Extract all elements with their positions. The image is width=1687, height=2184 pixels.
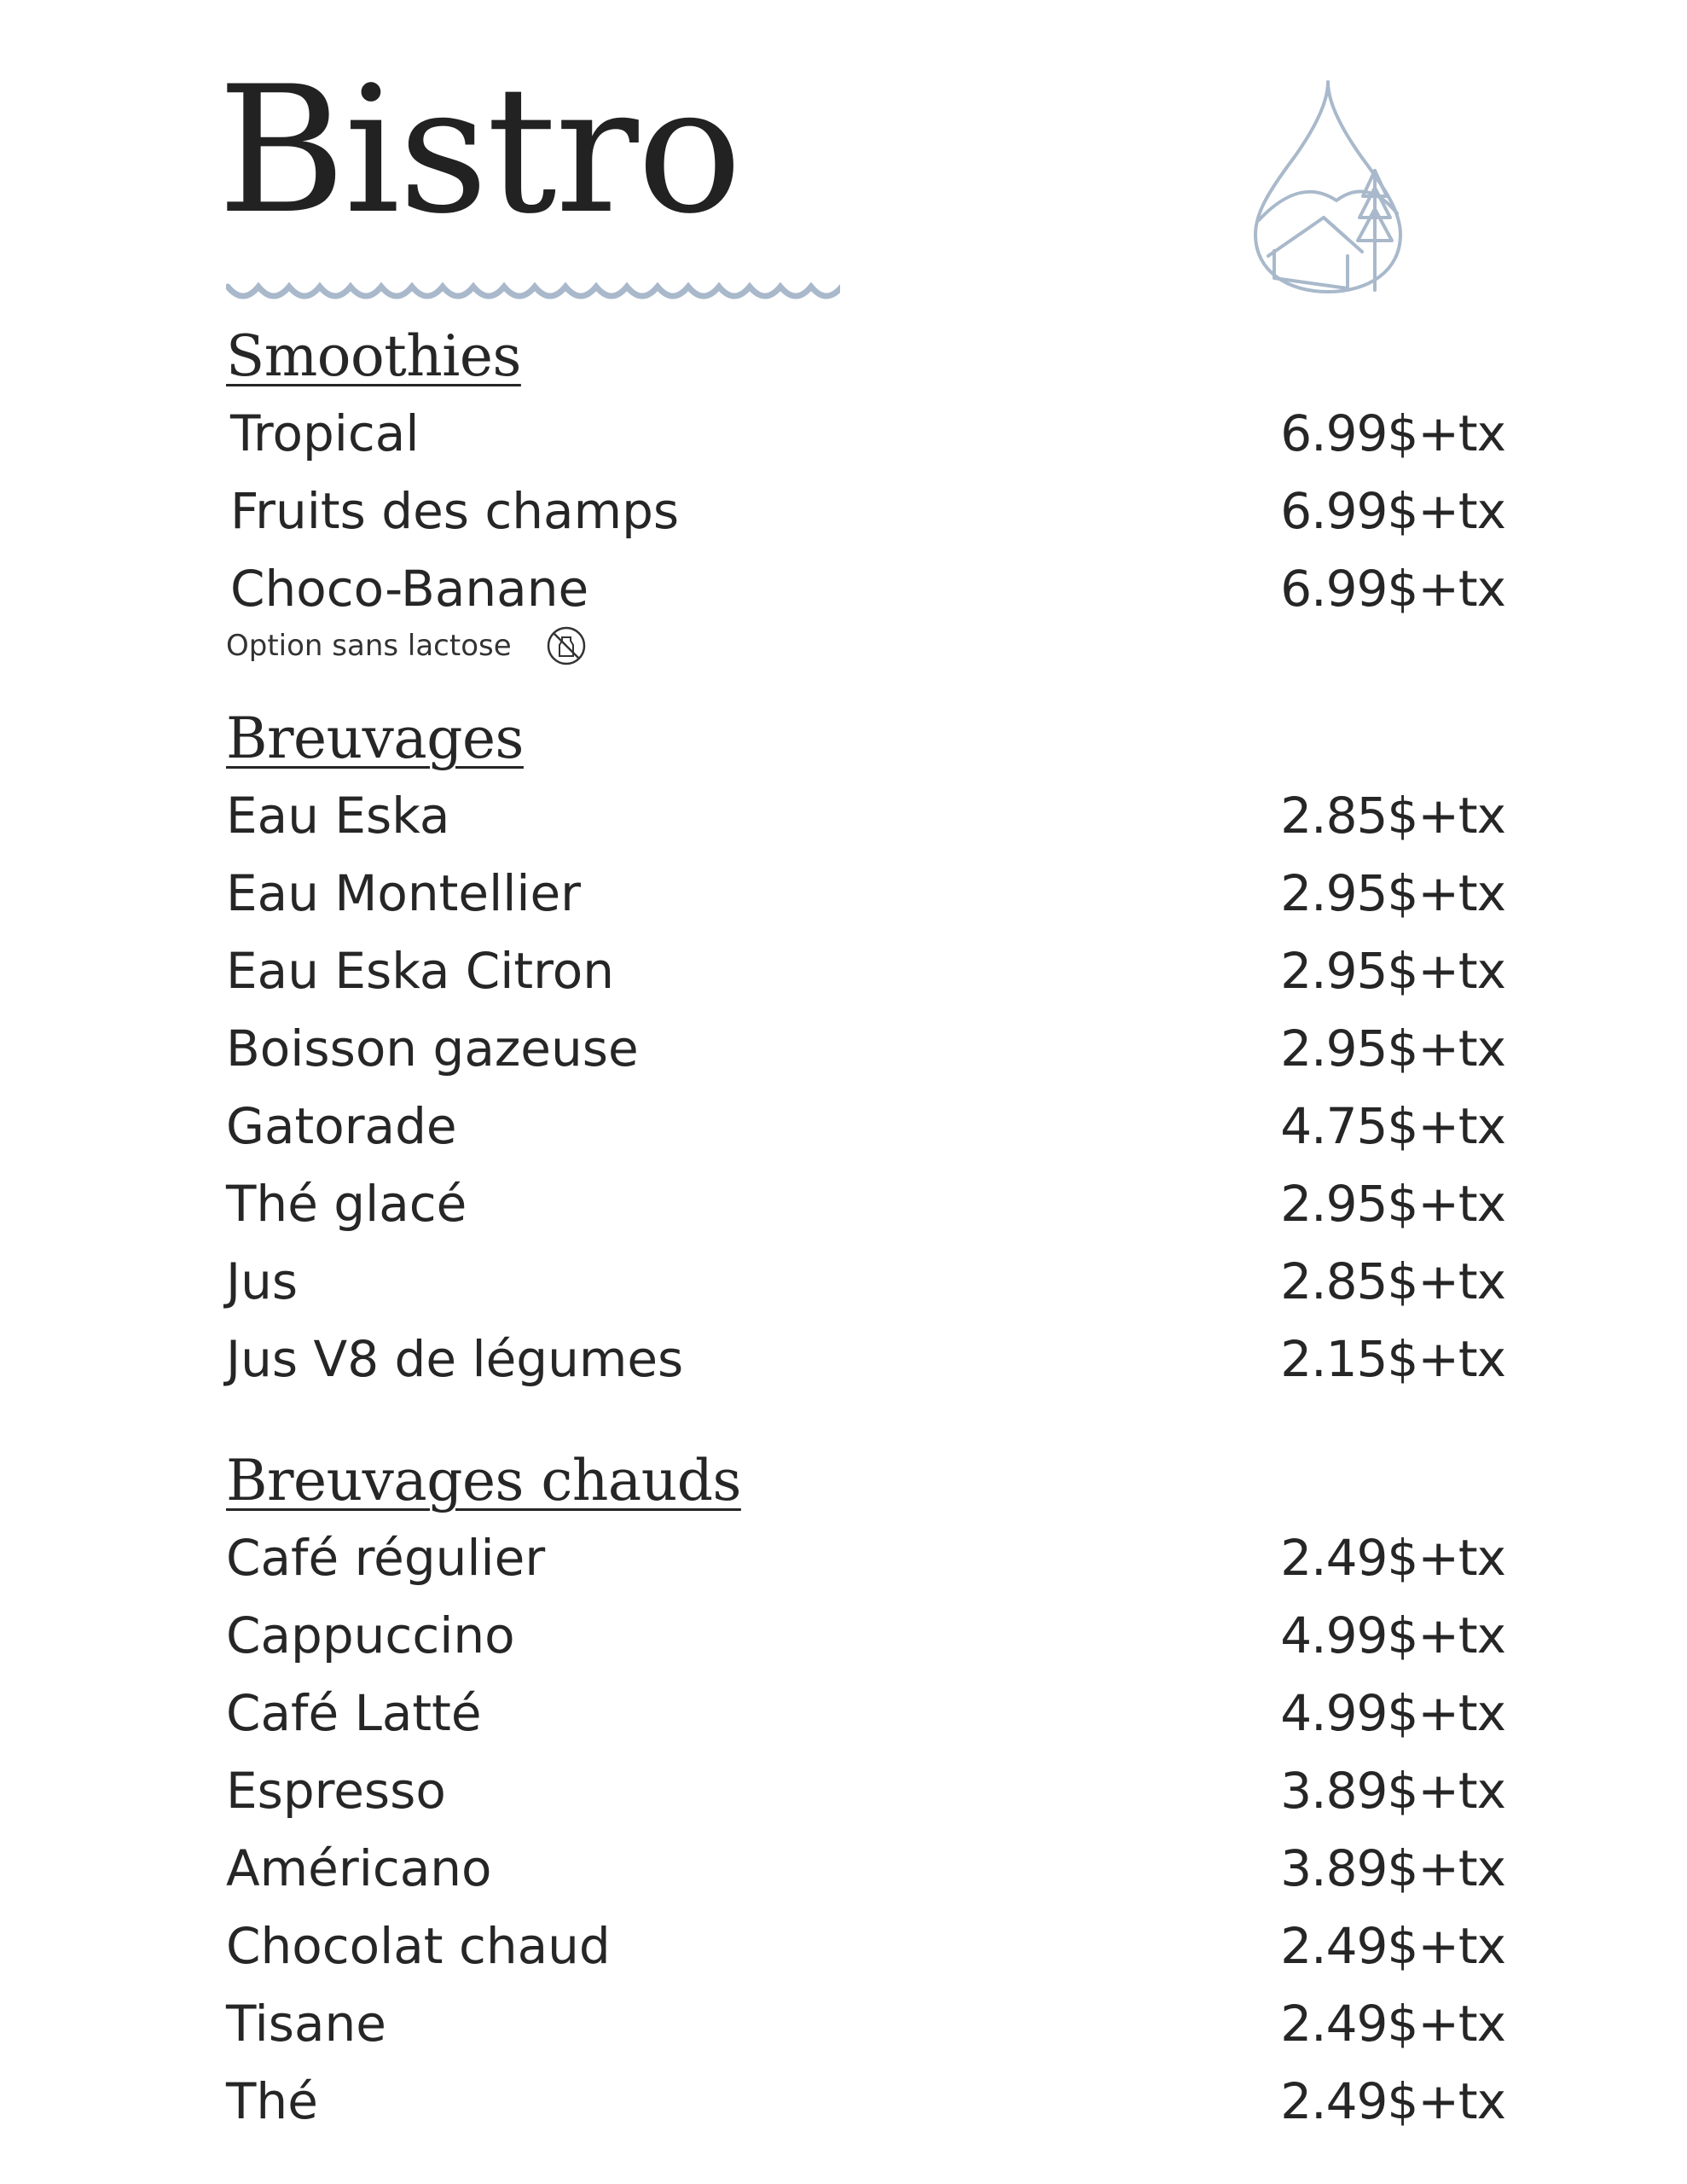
section-title-breuvages-chauds: Breuvages chauds — [226, 1448, 741, 1513]
water-drop-mountain-forest-icon — [1247, 77, 1409, 299]
item-price: 3.89$+tx — [1280, 1761, 1505, 1820]
item-name: Gatorade — [226, 1096, 457, 1155]
menu-item — [226, 1984, 1505, 2062]
item-name: Tropical — [230, 404, 420, 462]
item-price: 2.49$+tx — [1280, 1528, 1505, 1587]
item-price: 2.49$+tx — [1280, 2071, 1505, 2130]
lactose-free-note — [226, 625, 587, 666]
menu-item — [226, 1242, 1505, 1320]
item-name: Boisson gazeuse — [226, 1019, 639, 1077]
item-name: Choco-Banane — [230, 559, 589, 618]
menu-item — [226, 932, 1505, 1009]
item-name: Eau Montellier — [226, 863, 581, 922]
item-name: Jus V8 de légumes — [226, 1329, 684, 1388]
item-price: 2.95$+tx — [1280, 1174, 1505, 1233]
item-price: 4.99$+tx — [1280, 1683, 1505, 1742]
item-price: 2.95$+tx — [1280, 863, 1505, 922]
item-price: 2.85$+tx — [1280, 1252, 1505, 1310]
breuvages-list — [226, 776, 1505, 1397]
smoothies-list — [226, 394, 1505, 627]
menu-item — [226, 1009, 1505, 1087]
wave-divider — [226, 280, 840, 311]
item-price: 4.99$+tx — [1280, 1606, 1505, 1664]
menu-item — [226, 776, 1505, 854]
menu-item — [226, 1907, 1505, 1984]
menu-item — [226, 1829, 1505, 1907]
no-dairy-icon — [546, 625, 587, 666]
page-title: Bistro — [217, 49, 741, 253]
item-name: Tisane — [226, 1994, 386, 2053]
item-price: 2.95$+tx — [1280, 941, 1505, 1000]
menu-item — [226, 1674, 1505, 1751]
item-name: Chocolat chaud — [226, 1916, 611, 1975]
item-name: Café régulier — [226, 1528, 546, 1587]
item-price: 2.49$+tx — [1280, 1916, 1505, 1975]
item-name: Espresso — [226, 1761, 446, 1820]
item-price: 2.95$+tx — [1280, 1019, 1505, 1077]
breuvages-chauds-list — [226, 1519, 1505, 2140]
menu-item — [226, 472, 1505, 549]
section-title-breuvages: Breuvages — [226, 706, 524, 771]
menu-item — [226, 1751, 1505, 1829]
menu-item — [226, 394, 1505, 472]
item-name: Eau Eska — [226, 786, 450, 845]
menu-item — [226, 1165, 1505, 1242]
menu-item — [226, 549, 1505, 627]
item-name: Thé glacé — [226, 1174, 467, 1233]
item-name: Café Latté — [226, 1683, 482, 1742]
item-price: 2.15$+tx — [1280, 1329, 1505, 1388]
item-name: Cappuccino — [226, 1606, 515, 1664]
section-title-smoothies: Smoothies — [226, 323, 521, 389]
item-price: 2.49$+tx — [1280, 1994, 1505, 2053]
item-price: 6.99$+tx — [1280, 481, 1505, 540]
menu-item — [226, 1320, 1505, 1397]
item-name: Jus — [226, 1252, 299, 1310]
menu-item — [226, 854, 1505, 932]
menu-item — [226, 1596, 1505, 1674]
menu-item — [226, 1519, 1505, 1596]
item-price: 6.99$+tx — [1280, 404, 1505, 462]
item-name: Thé — [226, 2071, 318, 2130]
item-name: Américano — [226, 1838, 492, 1897]
menu-item — [226, 2062, 1505, 2140]
item-name: Fruits des champs — [230, 481, 680, 540]
item-price: 3.89$+tx — [1280, 1838, 1505, 1897]
menu-item — [226, 1087, 1505, 1165]
item-price: 2.85$+tx — [1280, 786, 1505, 845]
item-name: Eau Eska Citron — [226, 941, 614, 1000]
item-price: 6.99$+tx — [1280, 559, 1505, 618]
item-price: 4.75$+tx — [1280, 1096, 1505, 1155]
note-text: Option sans lactose — [226, 629, 512, 663]
